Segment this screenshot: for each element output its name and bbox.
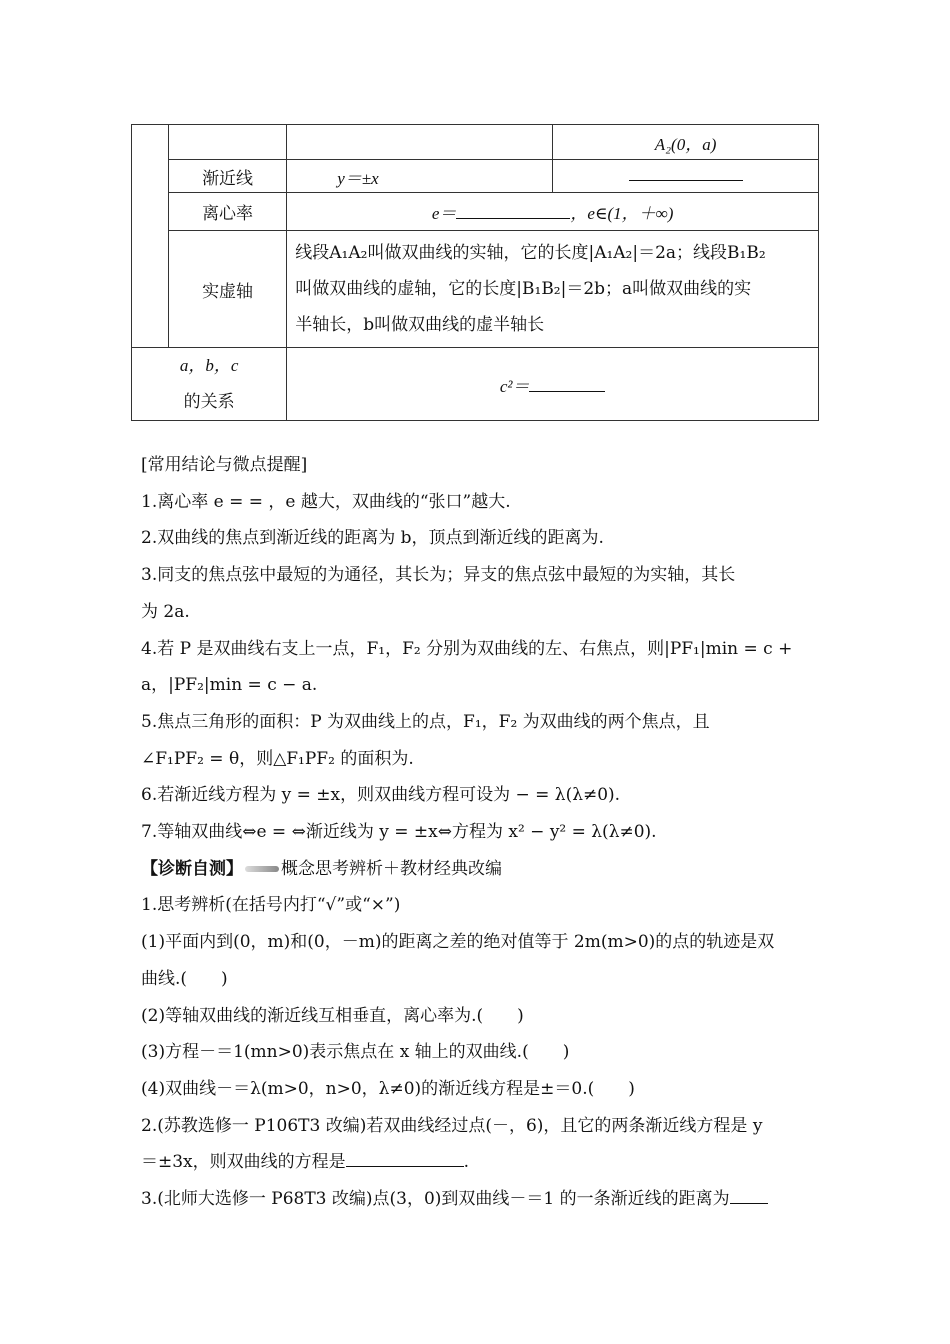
- arrow-icon: [245, 866, 279, 872]
- note-item: 1.离心率 e = = ，e 越大，双曲线的“张口”越大.: [141, 491, 511, 512]
- asymptote-blank-cell: [553, 160, 819, 193]
- question-1-item: (2)等轴双曲线的渐近线互相垂直，离心率为.( ): [141, 1005, 524, 1026]
- note-item: 7.等轴双曲线⇔e = ⇔渐近线为 y = ±x⇔方程为 x² − y² = λ(λ≠0).: [141, 822, 657, 843]
- answer-blank: [456, 204, 570, 219]
- abc-formula: c²＝: [499, 376, 530, 396]
- table-row-asymptote: [132, 160, 819, 193]
- note-item: 为 2a.: [141, 601, 190, 622]
- note-item: 5.焦点三角形的面积：P 为双曲线上的点，F₁，F₂ 为双曲线的两个焦点，且: [141, 711, 710, 732]
- question-1-item: (3)方程－＝1(mn>0)表示焦点在 x 轴上的双曲线.( ): [141, 1042, 570, 1063]
- note-item: a，|PF₂|min = c − a.: [141, 675, 318, 696]
- axes-description: [287, 231, 819, 348]
- notes-heading: [常用结论与微点提醒]: [141, 455, 308, 475]
- table-left-spacer: [132, 125, 169, 348]
- hyperbola-properties-table: [131, 124, 819, 421]
- question-2-end: .: [463, 1152, 470, 1173]
- note-item: ∠F₁PF₂ = θ，则△F₁PF₂ 的面积为.: [141, 748, 414, 769]
- answer-blank: [730, 1189, 768, 1204]
- question-3-text: 3.(北师大选修一 P68T3 改编)点(3，0)到双曲线－＝1 的一条渐近线的距离为: [141, 1189, 730, 1210]
- notes-section: [141, 447, 811, 1218]
- axes-line: 线段A₁A₂叫做双曲线的实轴，它的长度|A₁A₂|＝2a；线段B₁B₂: [295, 243, 766, 263]
- asymptote-label: 渐近线: [168, 160, 286, 193]
- abc-label-line2: 的关系: [183, 392, 235, 412]
- diagnosis-heading: [141, 851, 811, 888]
- note-item: 3.同支的焦点弦中最短的为通径，其长为；异支的焦点弦中最短的为实轴，其长: [141, 565, 736, 586]
- answer-blank: [346, 1152, 464, 1167]
- eccentricity-label: 离心率: [168, 193, 286, 231]
- question-1-title: 1.思考辨析(在括号内打“√”或“×”): [141, 895, 401, 916]
- eccentricity-suffix: ，e∈(1，＋∞): [570, 204, 674, 223]
- eccentricity-prefix: e＝: [431, 204, 457, 223]
- question-2-line: [141, 1144, 811, 1181]
- answer-blank: [629, 166, 743, 181]
- axes-label: 实虚轴: [168, 231, 286, 348]
- note-item: 2.双曲线的焦点到渐近线的距离为 b，顶点到渐近线的距离为.: [141, 528, 604, 549]
- table-row-axes: [132, 231, 819, 348]
- eccentricity-cell: [287, 193, 819, 231]
- diagnosis-tag: 【诊断自测】: [141, 858, 243, 879]
- table-cell-empty: [168, 125, 286, 160]
- answer-blank: [529, 377, 605, 392]
- question-3-line: [141, 1181, 811, 1218]
- asymptote-formula: y＝±x: [287, 160, 553, 193]
- table-row-abc: [132, 348, 819, 421]
- question-2-line: 2.(苏教选修一 P106T3 改编)若双曲线经过点(－，6)，且它的两条渐近线方程是 y: [141, 1115, 763, 1136]
- abc-label-line1: a，b，c: [179, 356, 239, 375]
- table-cell-empty: [287, 125, 553, 160]
- question-1-item: (4)双曲线－＝λ(m>0，n>0，λ≠0)的渐近线方程是±＝0.( ): [141, 1078, 635, 1099]
- axes-line: 叫做双曲线的虚轴，它的长度|B₁B₂|＝2b；a叫做双曲线的实: [295, 279, 752, 299]
- note-item: 4.若 P 是双曲线右支上一点，F₁，F₂ 分别为双曲线的左、右焦点，则|PF₁|min = c +: [141, 638, 793, 659]
- diagnosis-subtitle: 概念思考辨析＋教材经典改编: [281, 858, 502, 879]
- abc-label-cell: [132, 348, 287, 421]
- note-item: 6.若渐近线方程为 y = ±x，则双曲线方程可设为 − = λ(λ≠0).: [141, 785, 621, 806]
- question-1-item: 曲线.( ): [141, 968, 228, 989]
- table-row-eccentricity: [132, 193, 819, 231]
- question-2-text: ＝±3x，则双曲线的方程是: [141, 1152, 346, 1173]
- table-row-vertices: [132, 125, 819, 160]
- question-1-item: (1)平面内到(0，m)和(0，－m)的距离之差的绝对值等于 2m(m>0)的点的轨迹是双: [141, 932, 775, 953]
- abc-formula-cell: [287, 348, 819, 421]
- vertex-a2-cell: A₂(0，a): [553, 125, 819, 160]
- axes-line: 半轴长，b叫做双曲线的虚半轴长: [295, 315, 545, 335]
